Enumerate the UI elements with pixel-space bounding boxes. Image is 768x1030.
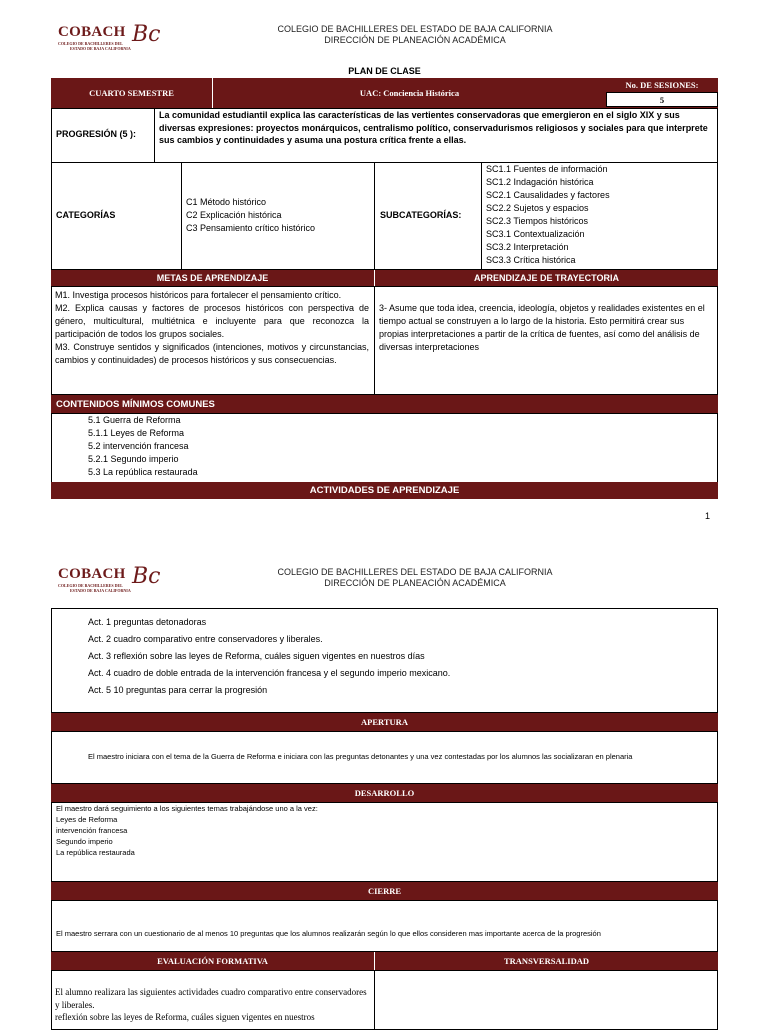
- categories-label: CATEGORÍAS: [56, 210, 116, 220]
- meta-item: M1. Investiga procesos históricos para fortalecer el pensamiento crítico.: [55, 290, 342, 300]
- subcategory-item: SC2.1 Causalidades y factores: [486, 190, 610, 200]
- progression-text: La comunidad estudiantil explica las características de las vertientes conservadoras que emergieron en el siglo XIX y sus diversas expresiones: proyectos monárquicos, centralismo político, conservadurismos religiosos y sociales para que interprete sus cambios y continuidades y asuma una postura crítica frente a ellas.: [159, 110, 708, 145]
- contenido-item: 5.1 Guerra de Reforma: [88, 415, 181, 425]
- subcategory-item: SC3.3 Crítica histórica: [486, 255, 576, 265]
- sessions-value: 5: [659, 94, 665, 105]
- contenidos-list: [88, 414, 198, 479]
- subcategory-item: SC2.2 Sujetos y espacios: [486, 203, 589, 213]
- category-item: C2 Explicación histórica: [186, 210, 282, 220]
- progression-label: PROGRESIÓN (5 ):: [56, 129, 137, 139]
- institution-name: COLEGIO DE BACHILLERES DEL ESTADO DE BAJA CALIFORNIA: [277, 567, 553, 577]
- transversalidad-header: TRANSVERSALIDAD: [375, 952, 718, 970]
- divider: [374, 162, 375, 270]
- desarrollo-item: La república restaurada: [56, 848, 135, 857]
- desarrollo-header: DESARROLLO: [51, 784, 718, 802]
- cobach-logo: COBACH Bc COLEGIO DE BACHILLERES DEL ESTADO DE BAJA CALIFORNIA: [58, 564, 161, 593]
- activity-item: Act. 1 preguntas detonadoras: [88, 617, 207, 627]
- meta-item: M3. Construye sentidos y significados (intenciones, motivos y circunstancias, cambios y continuidades) de procesos históricos y sus consecuencias.: [55, 342, 369, 365]
- apertura-header: APERTURA: [51, 713, 718, 731]
- cierre-box: [51, 900, 718, 952]
- metas-list: [55, 289, 369, 367]
- page-number: 1: [704, 511, 710, 521]
- semester-label: CUARTO SEMESTRE: [89, 88, 174, 98]
- subcategories-label: SUBCATEGORÍAS:: [380, 210, 462, 220]
- subcategory-item: SC1.2 Indagación histórica: [486, 177, 594, 187]
- subcategory-item: SC3.1 Contextualización: [486, 229, 585, 239]
- department-name: DIRECCIÓN DE PLANEACIÓN ACADÉMICA: [324, 578, 506, 588]
- divider: [181, 162, 182, 270]
- subcategories-list: [486, 163, 610, 267]
- contenido-item: 5.2 intervención francesa: [88, 441, 189, 451]
- activity-item: Act. 2 cuadro comparativo entre conservadores y liberales.: [88, 634, 323, 644]
- contenido-item: 5.1.1 Leyes de Reforma: [88, 428, 185, 438]
- cobach-logo: COBACH Bc COLEGIO DE BACHILLERES DEL ESTADO DE BAJA CALIFORNIA: [58, 22, 161, 51]
- divider: [374, 286, 375, 395]
- divider: [154, 108, 155, 163]
- contenidos-header: CONTENIDOS MÍNIMOS COMUNES: [51, 395, 718, 413]
- categories-list: [186, 196, 315, 235]
- contenido-item: 5.2.1 Segundo imperio: [88, 454, 179, 464]
- cierre-text: El maestro serrara con un cuestionario de al menos 10 preguntas que los alumnos realizarán según lo que ellos consideren mas importante acerca de la progresión: [56, 929, 601, 938]
- desarrollo-list: [56, 803, 318, 858]
- trayectoria-text: 3- Asume que toda idea, creencia, ideología, objetos y realidades existentes en el tiempo actual se construyen a lo largo de la historia. Esto permitirá crear sus propias interpretaciones a partir de la crítica de fuentes, así como del análisis de diversas interpretaciones: [379, 303, 705, 352]
- subcategory-item: SC2.3 Tiempos históricos: [486, 216, 589, 226]
- contenido-item: 5.3 La república restaurada: [88, 467, 198, 477]
- subcategory-item: SC1.1 Fuentes de información: [486, 164, 608, 174]
- institution-header: [200, 24, 630, 46]
- institution-name: COLEGIO DE BACHILLERES DEL ESTADO DE BAJA CALIFORNIA: [277, 24, 553, 34]
- activity-item: Act. 4 cuadro de doble entrada de la intervención francesa y el segundo imperio mexicano.: [88, 668, 451, 678]
- uac-label: UAC: Conciencia Histórica: [359, 88, 460, 98]
- actividades-header: ACTIVIDADES DE APRENDIZAJE: [51, 482, 718, 499]
- evaluacion-text: El alumno realizara las siguientes actividades cuadro comparativo entre conservadores y liberales. reflexión sobre las leyes de Reforma, cuáles siguen vigentes en nuestros: [55, 987, 367, 1022]
- desarrollo-item: Leyes de Reforma: [56, 815, 118, 824]
- cierre-header: CIERRE: [51, 882, 718, 900]
- plan-title: PLAN DE CLASE: [348, 66, 421, 76]
- trayectoria-header: APRENDIZAJE DE TRAYECTORIA: [375, 270, 718, 286]
- category-item: C1 Método histórico: [186, 197, 267, 207]
- activity-item: Act. 5 10 preguntas para cerrar la progresión: [88, 685, 268, 695]
- meta-item: M2. Explica causas y factores de procesos históricos con perspectiva de género, multicultural, multiétnica e incluyente para que reconozca la participación de todos los grupos sociales.: [55, 303, 369, 339]
- desarrollo-item: El maestro dará seguimiento a los siguientes temas trabajándose uno a la vez:: [56, 804, 318, 813]
- desarrollo-item: Segundo imperio: [56, 837, 113, 846]
- institution-header: [200, 567, 630, 589]
- desarrollo-item: intervención francesa: [56, 826, 128, 835]
- subcategory-item: SC3.2 Interpretación: [486, 242, 569, 252]
- activities-list: [88, 614, 450, 699]
- activity-item: Act. 3 reflexión sobre las leyes de Reforma, cuáles siguen vigentes en nuestros días: [88, 651, 425, 661]
- metas-header: METAS DE APRENDIZAJE: [51, 270, 374, 286]
- apertura-text: El maestro iniciara con el tema de la Guerra de Reforma e iniciara con las preguntas detonantes y una vez contestadas por los alumnos las socializaran en plenaria: [88, 752, 633, 761]
- evaluacion-header: EVALUACIÓN FORMATIVA: [51, 952, 374, 970]
- category-item: C3 Pensamiento crítico histórico: [186, 223, 316, 233]
- divider: [481, 162, 482, 270]
- sessions-label: No. DE SESIONES:: [625, 80, 699, 90]
- divider: [374, 970, 375, 1030]
- department-name: DIRECCIÓN DE PLANEACIÓN ACADÉMICA: [324, 35, 506, 45]
